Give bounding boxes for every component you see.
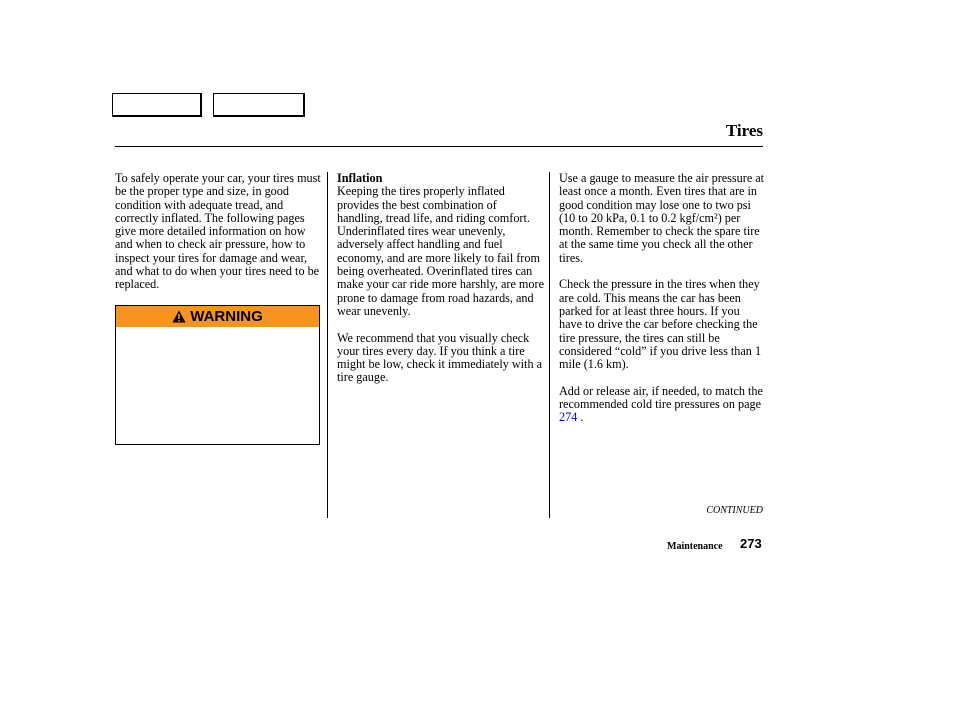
column-2: [337, 172, 545, 385]
header-rule: [115, 146, 763, 147]
gauge-paragraph: Use a gauge to measure the air pressure at least once a month. Even tires that are in good condition may lose one to two psi (10 to 20 kPa, 0.1 to 0.2 kgf/cm²) per month. Remember to check the spare tire at the same time you check all the other tires.: [559, 171, 765, 265]
warning-triangle-icon: [172, 310, 186, 323]
inflation-paragraph-2: We recommend that you visually check your tires every day. If you think a tire might be low, check it immediately with a tire gauge.: [337, 330, 542, 385]
nav-forward-button[interactable]: [213, 93, 305, 117]
warning-box: [115, 305, 320, 445]
adjust-air-paragraph: Add or release air, if needed, to match the recommended cold tire pressures on page 274 .: [559, 383, 763, 425]
column-divider: [327, 172, 328, 518]
column-3: [559, 172, 765, 425]
inflation-paragraph-1: Keeping the tires properly inflated provides the best combination of handling, tread life, and riding comfort. Underinflated tires wear unevenly, adversely affect handling and fuel economy, and are more likely to fail from being overheated. Overinflated tires can make your car ride more harshly, are more prone to damage from road hazards, and wear unevenly.: [337, 184, 544, 318]
intro-paragraph: To safely operate your car, your tires must be the proper type and size, in good condition with adequate tread, and correctly inflated. The following pages give more detailed information on how and when to check air pressure, how to inspect your tires for damage and wear, and what to do when your tires need to be replaced.: [115, 171, 321, 292]
page-number: 273: [740, 536, 762, 551]
inflation-heading: Inflation: [337, 171, 383, 185]
warning-header: [116, 306, 319, 327]
cold-tires-paragraph: Check the pressure in the tires when they are cold. This means the car has been parked for at least three hours. If you have to drive the car before checking the tire pressure, the tires can still be considered “cold” if you drive less than 1 mile (1.6 km).: [559, 277, 762, 372]
continued-label: CONTINUED: [706, 505, 763, 516]
column-divider: [549, 172, 550, 518]
column-1: [115, 172, 323, 292]
section-name: Maintenance: [667, 541, 723, 552]
nav-back-button[interactable]: [112, 93, 202, 117]
warning-label: WARNING: [190, 308, 263, 325]
page-title: Tires: [725, 121, 763, 140]
page-274-link[interactable]: 274: [559, 410, 578, 425]
